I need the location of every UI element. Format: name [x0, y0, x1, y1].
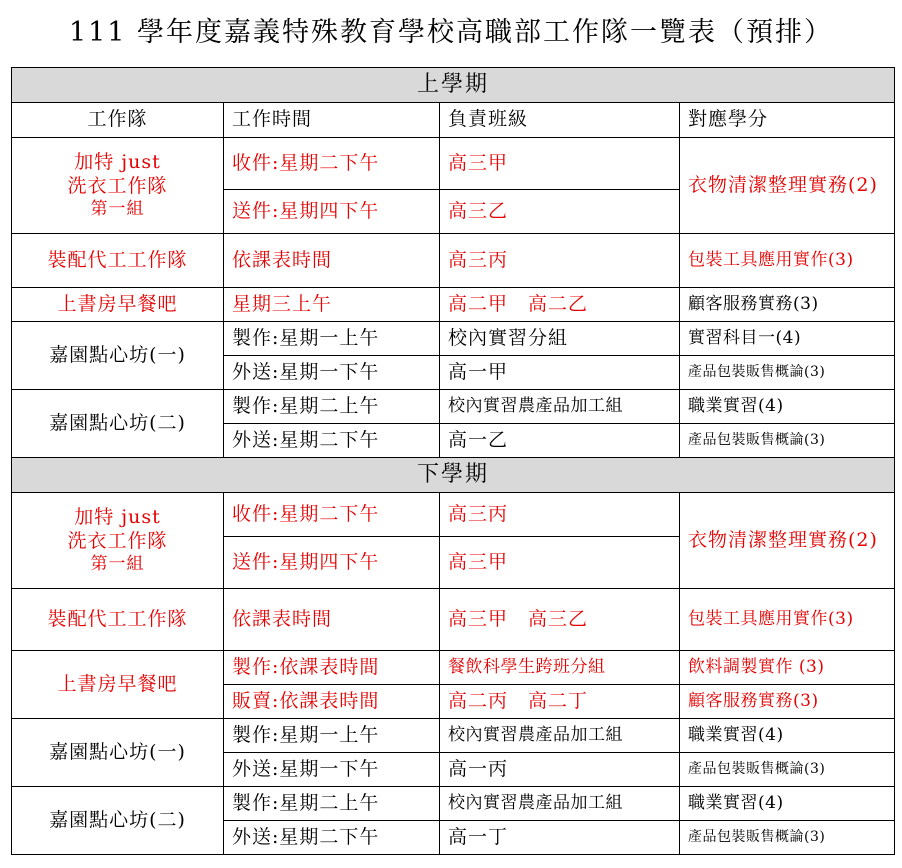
class-cell: 高三丙	[440, 493, 680, 537]
class-cell: 餐飲科學生跨班分組	[440, 651, 680, 685]
credit-cell: 衣物清潔整理實務(2)	[680, 493, 895, 589]
team-name-snack-shop-2: 嘉園點心坊(二)	[12, 787, 224, 855]
team-name-laundry-line3: 第一組	[90, 553, 145, 574]
team-name-snack-shop-2: 嘉園點心坊(二)	[12, 390, 224, 458]
class-cell: 高二丙 高二丁	[440, 685, 680, 719]
team-cell-laundry	[12, 138, 224, 234]
work-time-cell: 外送:星期二下午	[224, 821, 440, 855]
class-cell: 校內實習農產品加工組	[440, 787, 680, 821]
team-name-assembly: 裝配代工工作隊	[12, 234, 224, 288]
team-name-snack-shop-1: 嘉園點心坊(一)	[12, 719, 224, 787]
credit-cell: 顧客服務實務(3)	[680, 685, 895, 719]
work-time-cell: 送件:星期四下午	[224, 537, 440, 589]
class-cell: 高三丙	[440, 234, 680, 288]
class-cell: 高一丁	[440, 821, 680, 855]
credit-cell: 實習科目一(4)	[680, 322, 895, 356]
class-cell: 高一甲	[440, 356, 680, 390]
work-time-cell: 收件:星期二下午	[224, 493, 440, 537]
schedule-table	[11, 67, 895, 855]
work-time-cell: 星期三上午	[224, 288, 440, 322]
class-cell: 校內實習農產品加工組	[440, 390, 680, 424]
credit-cell: 職業實習(4)	[680, 719, 895, 753]
class-cell: 高三甲	[440, 537, 680, 589]
team-name-snack-shop-1: 嘉園點心坊(一)	[12, 322, 224, 390]
work-time-cell: 製作:星期一上午	[224, 719, 440, 753]
class-cell: 校內實習農產品加工組	[440, 719, 680, 753]
team-name-laundry-line1: 加特 just	[74, 151, 161, 174]
team-name-laundry-line3: 第一組	[90, 198, 145, 219]
credit-cell: 產品包裝販售概論(3)	[680, 424, 895, 458]
work-time-cell: 依課表時間	[224, 234, 440, 288]
class-cell: 高三甲 高三乙	[440, 589, 680, 651]
credit-cell: 包裝工具應用實作(3)	[680, 589, 895, 651]
work-time-cell: 販賣:依課表時間	[224, 685, 440, 719]
semester-heading-second: 下學期	[12, 458, 895, 493]
work-time-cell: 外送:星期二下午	[224, 424, 440, 458]
work-time-cell: 送件:星期四下午	[224, 190, 440, 234]
team-name-assembly: 裝配代工工作隊	[12, 589, 224, 651]
team-name-breakfast: 上書房早餐吧	[12, 288, 224, 322]
team-name-laundry-line1: 加特 just	[74, 506, 161, 529]
work-time-cell: 收件:星期二下午	[224, 138, 440, 190]
class-cell: 高一丙	[440, 753, 680, 787]
credit-cell: 產品包裝販售概論(3)	[680, 821, 895, 855]
credit-cell: 職業實習(4)	[680, 787, 895, 821]
team-name-laundry-line2: 洗衣工作隊	[67, 529, 168, 552]
column-header-class: 負責班級	[440, 103, 680, 138]
credit-cell: 衣物清潔整理實務(2)	[680, 138, 895, 234]
class-cell: 高二甲 高二乙	[440, 288, 680, 322]
credit-cell: 產品包裝販售概論(3)	[680, 753, 895, 787]
team-name-breakfast: 上書房早餐吧	[12, 651, 224, 719]
credit-cell: 包裝工具應用實作(3)	[680, 234, 895, 288]
work-time-cell: 製作:星期一上午	[224, 322, 440, 356]
team-cell-laundry	[12, 493, 224, 589]
semester-heading-first: 上學期	[12, 68, 895, 103]
work-time-cell: 製作:依課表時間	[224, 651, 440, 685]
class-cell: 高三乙	[440, 190, 680, 234]
credit-cell: 產品包裝販售概論(3)	[680, 356, 895, 390]
column-header-team: 工作隊	[12, 103, 224, 138]
column-header-time: 工作時間	[224, 103, 440, 138]
class-cell: 高一乙	[440, 424, 680, 458]
credit-cell: 飲料調製實作 (3)	[680, 651, 895, 685]
work-time-cell: 外送:星期一下午	[224, 356, 440, 390]
credit-cell: 職業實習(4)	[680, 390, 895, 424]
team-name-laundry-line2: 洗衣工作隊	[67, 174, 168, 197]
work-time-cell: 依課表時間	[224, 589, 440, 651]
column-header-credit: 對應學分	[680, 103, 895, 138]
work-time-cell: 外送:星期一下午	[224, 753, 440, 787]
work-time-cell: 製作:星期二上午	[224, 390, 440, 424]
page-title: 111 學年度嘉義特殊教育學校高職部工作隊一覽表（預排）	[68, 17, 834, 48]
work-time-cell: 製作:星期二上午	[224, 787, 440, 821]
class-cell: 高三甲	[440, 138, 680, 190]
class-cell: 校內實習分組	[440, 322, 680, 356]
credit-cell: 顧客服務實務(3)	[680, 288, 895, 322]
